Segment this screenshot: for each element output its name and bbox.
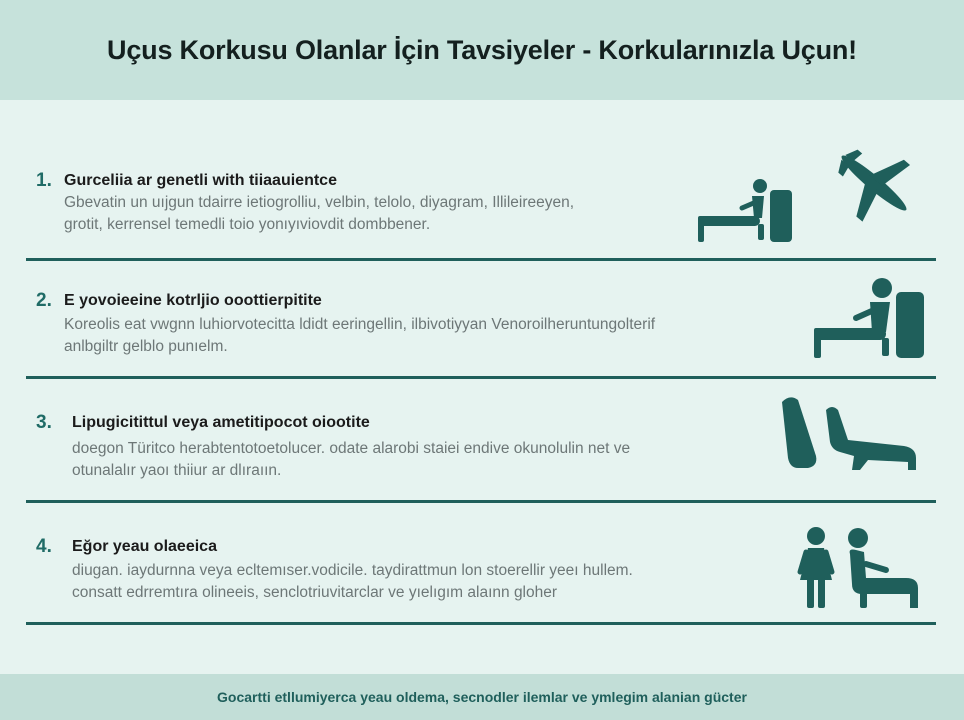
divider-4	[26, 622, 936, 625]
item-1-line-1: Gbevatin un uıjgun tdairre ietiogrolliu, velbin, telolo, diyagram, Illileireeyen,	[64, 194, 575, 211]
content-area	[0, 100, 964, 674]
item-1-number: 1.	[36, 170, 52, 191]
item-4-line-2: consatt edrremtıra olineeis, senclotriuvitarclar ve yıelıgım alaınn gloher	[72, 584, 558, 601]
item-2-number: 2.	[36, 290, 52, 311]
airplane-icon	[826, 140, 922, 226]
item-4-heading: Eğor yeau olaeeica	[72, 538, 217, 555]
footer	[0, 674, 964, 720]
item-2-line-1: Koreolis eat vwgnn luhiorvotecitta ldidt eeringellin, ilbivotiyyan Venoroilheruntungolterif	[64, 316, 656, 333]
item-1-heading: Gurceliia ar genetli with tiiaauientce	[64, 172, 337, 189]
item-2-heading: E yovoieeine kotrljio ooottierpitite	[64, 292, 322, 309]
seated-person-icon	[844, 526, 924, 610]
page-title: Uçus Korkusu Olanlar İçin Tavsiyeler - Korkularınızla Uçun!	[107, 34, 857, 65]
item-4-line-1: diugan. iaydurnna veya ecltemıser.vodicile. taydirattmun lon stoerellir yeeı hullem.	[72, 562, 633, 579]
seated-person-icon	[810, 276, 930, 360]
item-4-number: 4.	[36, 536, 52, 557]
standing-person-icon	[796, 526, 836, 610]
divider-3	[26, 500, 936, 503]
item-2-line-2: anlbgiltr gelblo punıelm.	[64, 338, 228, 355]
item-1-line-2: grotit, kerrensel temedli toio yonıyıviovdit dombbener.	[64, 216, 431, 233]
divider-2	[26, 376, 936, 379]
reclining-seat-icon	[776, 394, 920, 478]
seated-person-icon	[694, 178, 794, 244]
item-3-line-2: otunalalır yaoı thiiur ar dlıraıın.	[72, 462, 282, 479]
item-3-heading: Lipugicitittul veya ametitipocot oiootite	[72, 414, 370, 431]
footer-text: Gocartti etllumiyerca yeau oldema, secnodler ilemlar ve ymlegim alanian gücter	[217, 689, 747, 705]
item-3-number: 3.	[36, 412, 52, 433]
item-3-line-1: doegon Türitco herabtentotoetolucer. odate alarobi staiei endive okunolulin net ve	[72, 440, 631, 457]
divider-1	[26, 258, 936, 261]
header	[0, 0, 964, 100]
